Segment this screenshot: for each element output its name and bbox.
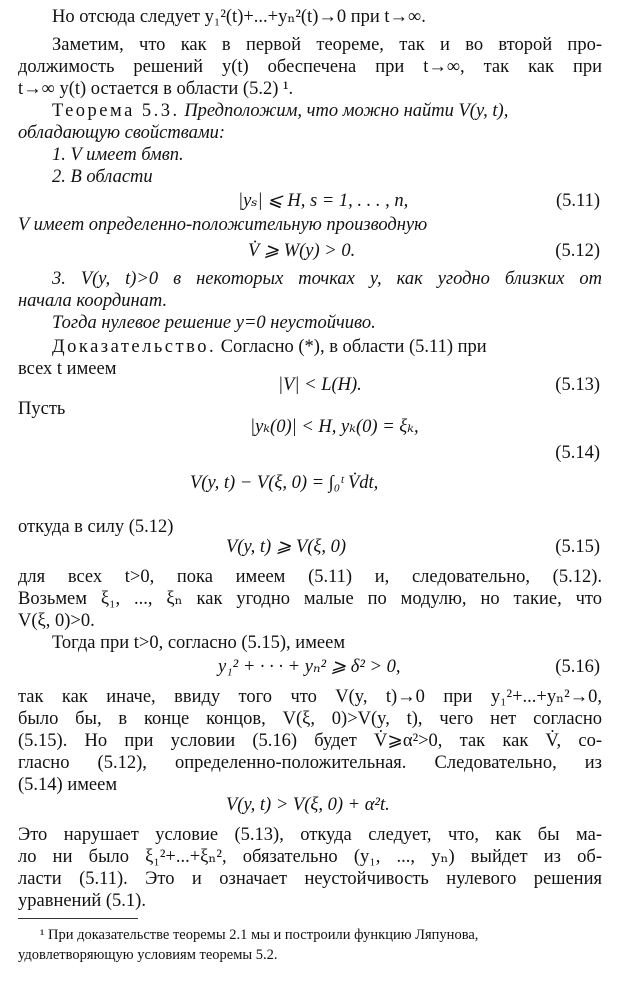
equation-number: (5.14) bbox=[555, 443, 600, 463]
text-line: Тогда при t>0, согласно (5.15), имеем bbox=[52, 633, 346, 653]
text-line: должимость решений y(t) обеспечена при t→∞, так как при bbox=[18, 57, 602, 77]
text-line: ло ни было ξ₁²+...+ξₙ², обязательно (y₁, ..., yₙ) выйдет из об- bbox=[18, 847, 602, 867]
text-line: начала координат. bbox=[18, 291, 168, 311]
equation-5-12: V̇ ⩾ W(y) > 0. bbox=[248, 241, 356, 261]
equation-inequality: V(y, t) > V(ξ, 0) + α²t. bbox=[226, 795, 390, 815]
proof-text: Согласно (*), в области (5.11) при bbox=[220, 337, 487, 357]
text-line: откуда в силу (5.12) bbox=[18, 517, 174, 537]
equation-5-14b: V(y, t) − V(ξ, 0) = ∫₀ᵗ V̇dt, bbox=[190, 473, 379, 493]
equation-number: (5.12) bbox=[555, 241, 600, 261]
text-line: Возьмем ξ₁, ..., ξₙ как угодно малые по модулю, но такие, что bbox=[18, 589, 602, 609]
theorem-statement: Предположим, что можно найти V(y, t), bbox=[184, 101, 509, 121]
equation-number: (5.13) bbox=[555, 375, 600, 395]
text-line: уравнений (5.1). bbox=[18, 891, 146, 911]
text-line: Но отсюда следует y₁²(t)+...+yₙ²(t)→0 при t→∞. bbox=[52, 7, 426, 27]
text-line: ласти (5.11). Это и означает неустойчивость нулевого решения bbox=[18, 869, 602, 889]
text-line: Это нарушает условие (5.13), откуда следует, что, как бы ма- bbox=[18, 825, 602, 845]
footnote-line: ¹ При доказательстве теоремы 2.1 мы и построили функцию Ляпунова, bbox=[40, 927, 479, 943]
condition-2: 2. В области bbox=[52, 167, 153, 187]
equation-5-14a: |yₖ(0)| < H, yₖ(0) = ξₖ, bbox=[250, 417, 419, 437]
proof-label: Доказательство. bbox=[52, 337, 217, 357]
condition-1: 1. V имеет бмвп. bbox=[52, 145, 184, 165]
text-line: V имеет определенно-положительную производную bbox=[18, 215, 428, 235]
proof-heading bbox=[52, 336, 602, 358]
text-line: t→∞ y(t) остается в области (5.2) ¹. bbox=[18, 79, 294, 99]
equation-5-15: V(y, t) ⩾ V(ξ, 0) bbox=[226, 537, 346, 557]
equation-5-13: |V| < L(H). bbox=[278, 375, 362, 395]
condition-3: 3. V(y, t)>0 в некоторых точках y, как угодно близких от bbox=[52, 269, 602, 289]
text-line: гласно (5.12), определенно-положительная. Следовательно, из bbox=[18, 753, 602, 773]
text-line: Тогда нулевое решение y=0 неустойчиво. bbox=[52, 313, 376, 333]
equation-5-16: y₁² + · · · + yₙ² ⩾ δ² > 0, bbox=[218, 657, 401, 677]
theorem-label: Теорема 5.3. bbox=[52, 101, 180, 121]
text-line: V(ξ, 0)>0. bbox=[18, 611, 95, 631]
text-line: так как иначе, ввиду того что V(y, t)→0 при y₁²+...+yₙ²→0, bbox=[18, 687, 602, 707]
text-line: (5.14) имеем bbox=[18, 775, 118, 795]
equation-number: (5.16) bbox=[555, 657, 600, 677]
text-line: (5.15). Но при условии (5.16) будет V̇⩾α²>0, так как V̇, со- bbox=[18, 731, 602, 751]
equation-number: (5.15) bbox=[555, 537, 600, 557]
footnote-rule bbox=[18, 918, 138, 919]
text-line: обладающую свойствами: bbox=[18, 123, 226, 143]
text-line: Пусть bbox=[18, 399, 66, 419]
equation-5-11: |yₛ| ⩽ H, s = 1, . . . , n, bbox=[238, 191, 409, 211]
text-line: для всех t>0, пока имеем (5.11) и, следовательно, (5.12). bbox=[18, 567, 602, 587]
text-line: всех t имеем bbox=[18, 359, 117, 379]
text-line: было бы, в конце концов, V(ξ, 0)>V(y, t), чего нет согласно bbox=[18, 709, 602, 729]
text-line: Заметим, что как в первой теореме, так и во второй про- bbox=[52, 35, 602, 55]
theorem-heading bbox=[52, 100, 602, 122]
footnote-line: удовлетворяющую условиям теоремы 5.2. bbox=[18, 947, 278, 963]
equation-number: (5.11) bbox=[555, 191, 600, 211]
